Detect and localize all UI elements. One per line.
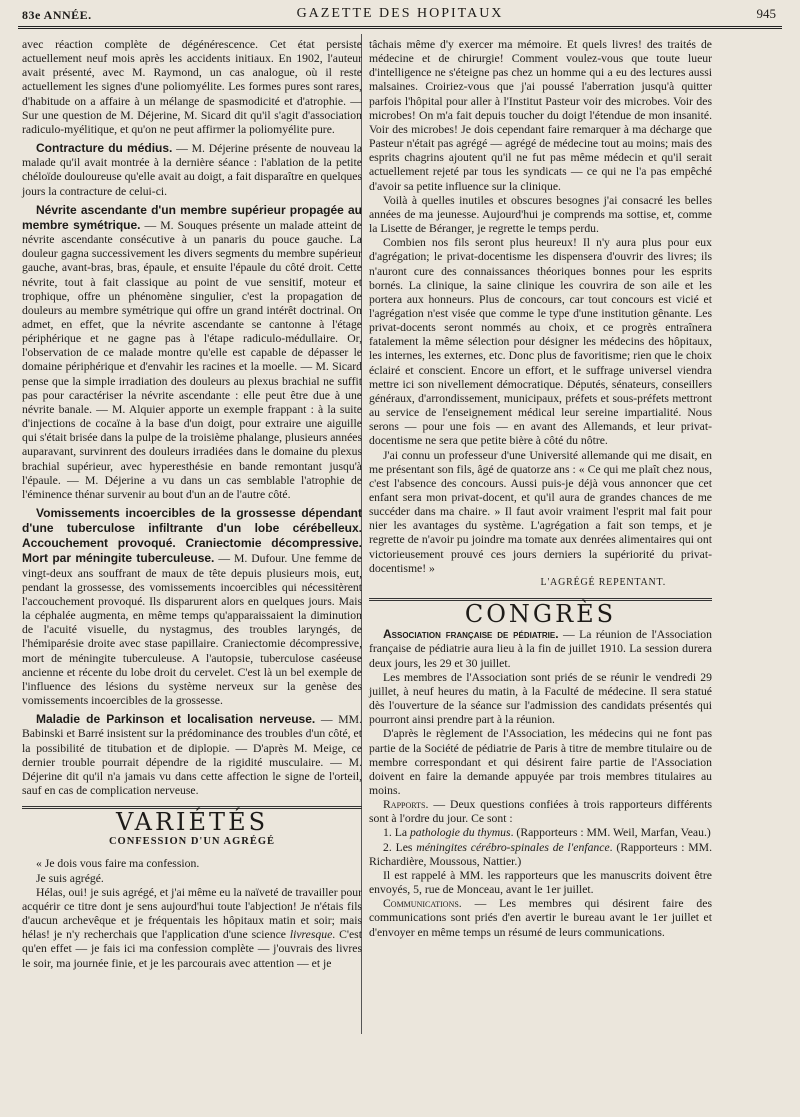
paragraph: avec réaction complète de dégénérescence. Cet état persiste actuellement neuf mois après les accidents initiaux. En 1902, l'auteur avait présenté, avec M. Raymond, un cas analogue, où il reste actuellement les signes d'une poliomyélite. Les formes pures sont rares, d'habitude on a affaire à un mélange de spasmodicité et d'atrophie. — Sur une question de M. Déjerine, M. Sicard dit qu'il s'agit d'association radiculo-myélitique, et qu'on ne peut affirmer la poliomyélite pure. xyxy=(22,38,362,136)
paragraph: D'après le règlement de l'Association, les médecins qui ne font pas partie de la Société de pédiatrie de Paris à titre de membre titulaire ou de membre correspondant et qui désirent faire partie de l'Association doivent en faire la demande appuyée par trois membres titulaires au moins. xyxy=(369,727,712,797)
article-heading: Névrite ascendante d'un membre supérieur propagée au membre symétrique. xyxy=(22,202,362,232)
running-header xyxy=(20,4,780,24)
header-rule xyxy=(18,26,782,29)
article-heading: Contracture du médius. xyxy=(36,141,173,156)
paragraph: tâchais même d'y exercer ma mémoire. Et quels livres! des traités de médecine et de chirurgie! Comment voulez-vous que toute lueur d'intelligence ne s'éteigne pas chez un homme qui a eu des lectures aussi malsaines. Croiriez-vous que j'ai poussé l'aberration jusqu'à quitter parfois l'hôpital pour aller à l'Institut Pasteur voir des microbes. Voir des microbes! On m'a fait depuis toucher du doigt l'étendue de mon insanité. Voir des microbes! Je dois cependant faire remarquer à ma décharge que Pasteur n'était pas agrégé — agrégé de médecine tout au moins; mais des esprits chagrins ajoutent qu'il ne fut pas même médecin et qu'il serait actuellement rejeté par tous les syndicats — ce qui ne l'a pas empêché d'avoir sa petite influence sur la clinique. xyxy=(369,38,712,193)
paragraph: Voilà à quelles inutiles et obscures besognes j'ai consacré les belles années de ma jeunesse. Aujourd'hui je comprends ma sottise, et, comme la Lisette de Béranger, je regrette le temps perdu. xyxy=(369,193,712,236)
text-run: — Les membres qui désirent faire des communications sont priés d'en avertir le bureau avant le 1er juillet et d'envoyer en même temps un résumé de leurs communications. xyxy=(369,897,712,939)
signature: L'AGRÉGÉ REPENTANT. xyxy=(540,576,666,588)
left-column xyxy=(22,38,362,971)
section-title-congres: CONGRÈS xyxy=(464,600,617,629)
year-label: 83e ANNÉE. xyxy=(22,8,92,22)
paragraph: Combien nos fils seront plus heureux! Il n'y aura plus pour eux d'agrégation; le privat-docentisme les dispensera d'ouvrir des livres; ils n'auront cure des connaissances théoriques bonnes pour les esprits bornés. La clinique, la saine clinique les couvrira de son aile et les portera aux honneurs. Plus de concours, car tout concours est vicié et l'agrégation n'est visée que comme le type d'une institution gênante. Les privat-docents seront nommés au choix, et ce progrès entraînera fatalement la même sélection pour désigner les médecins des hôpitaux, les internes, les externes, etc. Donc plus de favoritisme; rien que le choix éclairé et conscient. Encore un effort, et le suffrage universel viendra mettre ici son nivellement démocratique. Députés, sénateurs, conseillers généraux, d'arrondissement, municipaux, préfets et sous-préfets mettront au service de l'enseignement médical leur sereine impartialité. Nous serons — pour une fois — en avant des Allemands, et leur privat-docentisme ne sera que petite bière à côté du nôtre. xyxy=(369,236,712,448)
list-item xyxy=(369,841,712,869)
subheading: Rapports. xyxy=(383,798,429,812)
paragraph: Les membres de l'Association sont priés de se réunir le vendredi 29 juillet, à neuf heures du matin, à la Faculté de médecine. Il sera statué dès l'ouverture de la séance sur l'admission des candidats présentés qui pourront ainsi prendre part à la réunion. xyxy=(369,670,712,727)
article-body: — La réunion de l'Association française de pédiatrie aura lieu à la fin de juillet 1910. La session durera deux jours, les 29 et 30 juillet. xyxy=(369,628,712,670)
italic-text: pathologie du thymus xyxy=(409,826,511,840)
page-number: 945 xyxy=(756,6,776,21)
article-body: — MM. Babinski et Barré insistent sur la prédominance des troubles d'un côté, et la possibilité de titubation et de diplopie. — D'après M. Meige, ce dernier trouble pourrait dépendre de la rigidité musculaire. — M. Déjerine dit qu'il n'a jamais vu dans cette affection le signe de l'orteil, sauf en cas de complication nerveuse. xyxy=(22,713,362,797)
text-run: Hélas, oui! je suis agrégé, et j'ai même eu la naïveté de travailler pour acquérir ce titre dont je sens aujourd'hui toute l'abjection! Je n'étais fils d'aucun archevêque et je fréquentais les hôpitaux matin et soir; mais hélas! je n'y recherchais que l'application d'une science xyxy=(22,885,362,942)
italic-text: méningites cérébro-spinales de l'enfance xyxy=(416,840,610,854)
list-item xyxy=(369,826,712,840)
article-body: — M. Souques présente un malade atteint de névrite ascendante consécutive à un panaris du pouce gauche. La douleur gagna successivement les divers segments du membre supérieur gauche, avant-bras, bras, épaule, et ensuite l'épaule du côté droit. Cette névrite, tout à fait classique au point de vue sensitif, moteur et trophique, offre un phénomène singulier, c'est la propagation de douleurs au membre symétrique qui offre un grand intérêt doctrinal. On admet, en effet, que la névrite ascendante se cantonne à l'étage périphérique et ne gagne pas à l'étape radiculo-médullaire. Or, l'observation de ce malade montre qu'elle est capable de dépasser le domaine périphérique et d'envahir les racines et la moelle. — M. Sicard pense que la simple irradiation des douleurs au plexus brachial ne suffit pas pour caractériser la névrite ascendante : elle peut être due à une névrite banale. — M. Alquier apporte un exemple frappant : à la suite d'injections de cocaïne à la base d'un doigt, pour extraire une aiguille qui s'était brisée dans la pulpe de la troisième phalange, plusieurs années auparavant, survinrent des douleurs irradiées dans le domaine du plexus brachial supérieur, avec hyperesthésie en bande remontant jusqu'à l'épaule. — M. Déjerine a vu dans un cas semblable l'atrophie de l'éminence thénar survenir au bout d'un an de l'autre côté. xyxy=(22,218,362,501)
text-run: 1. La xyxy=(383,826,410,840)
article-heading: Association française de pédiatrie. xyxy=(383,627,559,642)
paragraph xyxy=(369,897,712,939)
text-run: . (Rapporteurs : MM. Weil, Marfan, Veau.) xyxy=(510,826,711,840)
paragraph: Il est rappelé à MM. les rapporteurs que les manuscrits doivent être envoyés, 5, rue de Monceau, avant le 1er juillet. xyxy=(369,868,712,897)
article-heading: Vomissements incoercibles de la grossesse dépendant d'une tuberculose infiltrante d'un lobe cérébelleux. Accouchement provoqué. Craniectomie décompressive. Mort par méningite tuberculeuse. xyxy=(22,506,362,566)
section-title-varietes: VARIÉTÉS xyxy=(115,808,269,837)
journal-title: GAZETTE DES HOPITAUX xyxy=(296,6,504,21)
article-heading: Maladie de Parkinson et localisation nerveuse. xyxy=(36,712,316,727)
article-association xyxy=(369,627,712,670)
article-contracture xyxy=(22,141,362,199)
article-title-confession: CONFESSION D'UN AGRÉGÉ xyxy=(108,836,276,848)
paragraph: « Je dois vous faire ma confession. xyxy=(36,857,200,871)
subheading: Communications. xyxy=(383,897,462,911)
article-body: — M. Déjerine présente de nouveau la malade qu'il avait montrée à la dernière séance : l'ablation de la petite chéloïde douloureuse qu'elle avait au doigt, a fait disparaître en quelques jours la contracture de celui-ci. xyxy=(22,142,363,198)
text-run: 2. Les xyxy=(383,840,417,854)
paragraph xyxy=(22,886,362,971)
right-column xyxy=(369,38,712,940)
article-vomissements xyxy=(22,506,362,708)
paragraph: J'ai connu un professeur d'une Université allemande qui me disait, en me présentant son fils, âgé de quatorze ans : « Ce qui me plaît chez nous, c'est l'absence des concours. Aussi puis-je déjà vous annoncer que cet enfant sera mon privat-docent, et qu'il aura de grandes chances de me succéder dans ma chaire. » Il faut avoir vraiment l'esprit mal fait pour nier les avantages du système. L'agrégation a fait son temps, et je regrette de n'avoir pu joindre ma tomate aux denrées alimentaires qui ont victorieusement prouvé ces jours derniers la supériorité du privat-docentisme! » xyxy=(369,448,712,575)
paragraph: Je suis agrégé. xyxy=(36,871,104,885)
paragraph xyxy=(369,798,712,826)
article-body: — M. Dufour. Une femme de vingt-deux ans souffrant de maux de tête depuis plusieurs mois, eut, pendant la grossesse, des vomissements incoercibles qui nécessitèrent l'accouchement provoqué. Ils disparurent alors en quelques jours. Mais la céphalée augmenta, en même temps qu'apparaissaient la diminution de l'acuité visuelle, du nystagmus, des troubles laryngés, de l'hémiparésie droite avec stase papillaire. Craniectomie décompressive, mort de méningite tuberculeuse. A l'autopsie, tuberculose caséeuse ancienne et récente du lobe droit du cervelet. C'est là un bel exemple de l'influence des lésions du système nerveux sur la genèse des vomissements incoercibles de la grossesse. xyxy=(22,552,362,708)
article-nevrite xyxy=(22,203,362,502)
article-parkinson xyxy=(22,712,362,798)
italic-text: livresque xyxy=(289,928,333,942)
text-run: — Deux questions confiées à trois rapporteurs différents sont à l'ordre du jour. Ce sont : xyxy=(369,798,712,826)
text-run: . (Rapporteurs : MM. Richardière, Moussous, Nattier.) xyxy=(369,840,712,868)
text-run: . C'est qu'en effet — je fais ici ma confession complète — j'ouvrais des livres le soir, ma journée finie, et je les parcourais avec attention — et je xyxy=(22,928,362,970)
